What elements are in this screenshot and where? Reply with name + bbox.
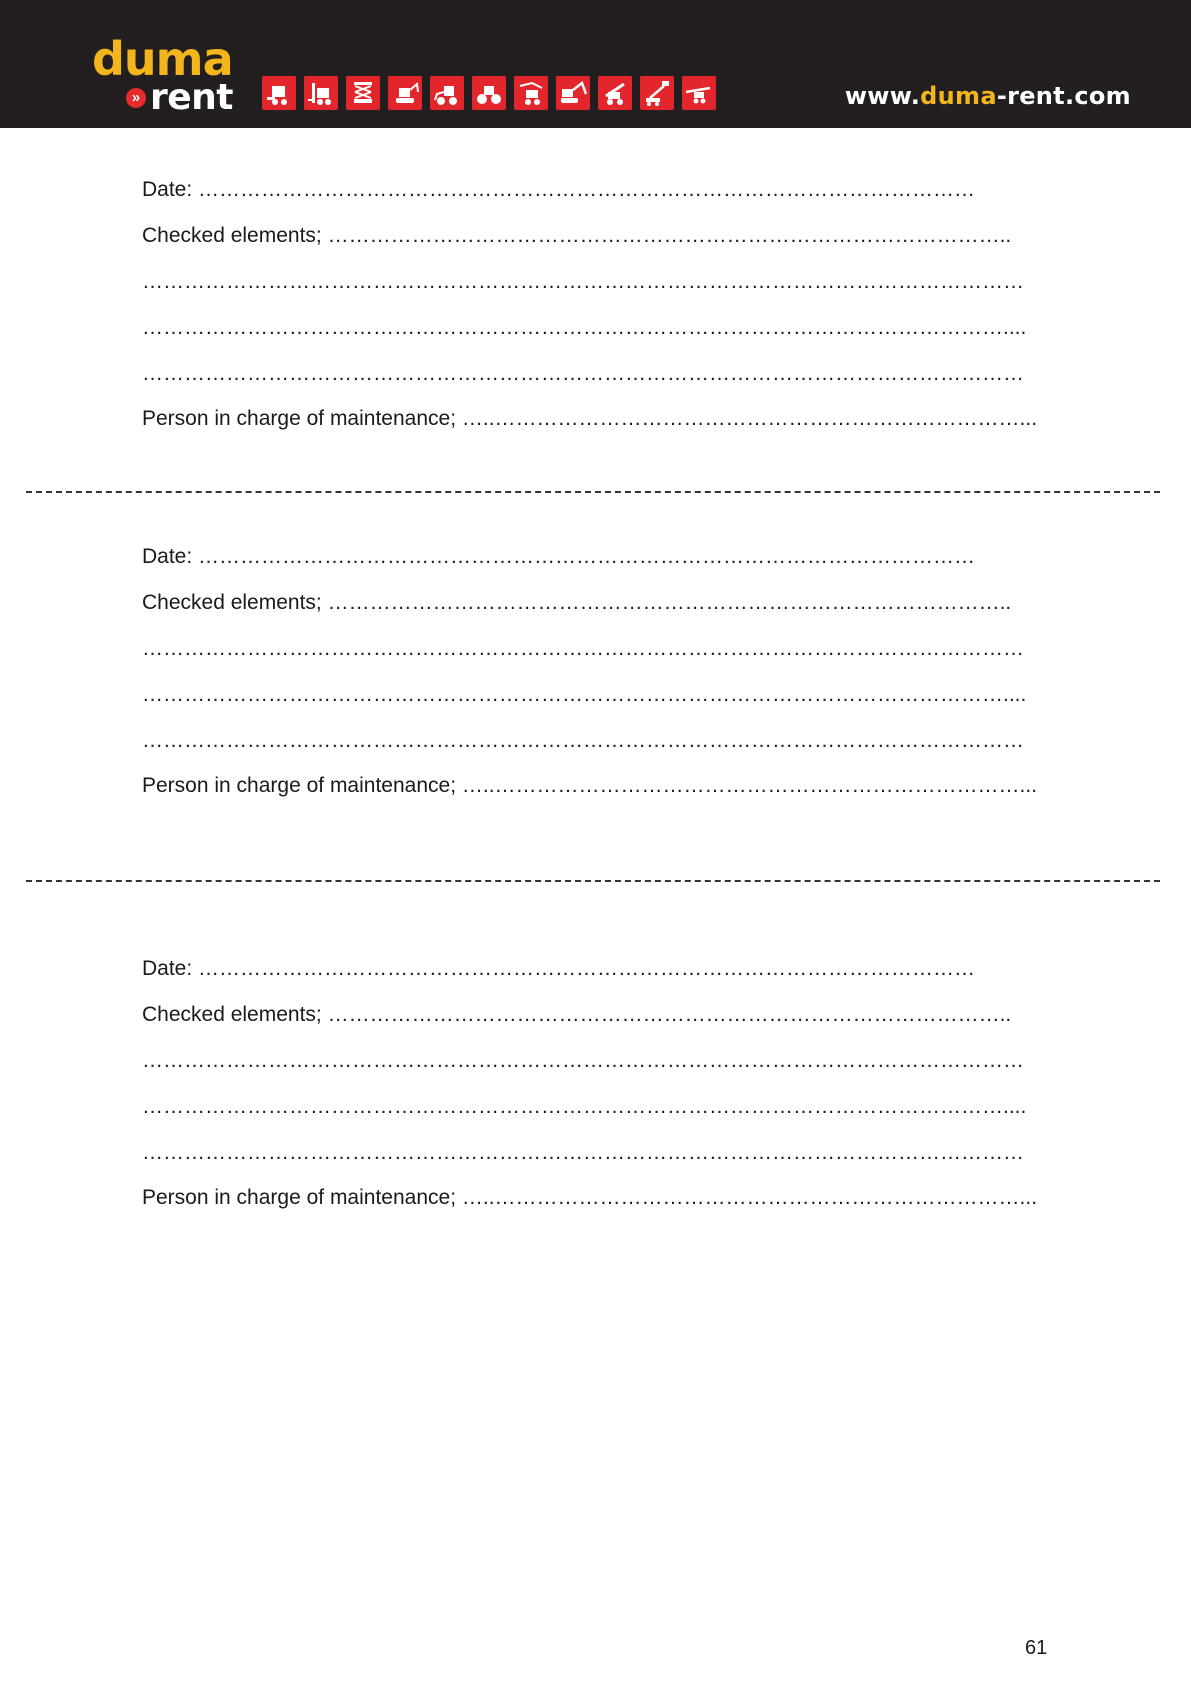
excavator-icon bbox=[556, 76, 590, 110]
checked-elements-field[interactable]: Checked elements; …………………………………………………………………………………….. bbox=[142, 224, 1012, 247]
page-header bbox=[0, 0, 1191, 128]
person-in-charge-field[interactable]: Person in charge of maintenance; …..…………………………………………………………………... bbox=[142, 774, 1038, 797]
logo-bullet-icon: » bbox=[126, 88, 146, 108]
checked-elements-line[interactable]: ……………………………………………………………………………………………………………… bbox=[142, 270, 1024, 293]
url-prefix: www. bbox=[844, 82, 921, 110]
cut-line-separator bbox=[26, 491, 1160, 493]
machine-icon-strip bbox=[262, 76, 724, 110]
boom-lift-icon bbox=[640, 76, 674, 110]
date-field[interactable]: Date: ………………………………………………………………………………………………… bbox=[142, 178, 976, 201]
website-url bbox=[845, 82, 1131, 110]
url-suffix: -rent.com bbox=[996, 82, 1131, 110]
url-accent: duma bbox=[920, 82, 997, 110]
checked-elements-line[interactable]: ……………………………………………………………………………………………………………… bbox=[142, 729, 1024, 752]
logo-rent-text: rent bbox=[150, 77, 234, 118]
telehandler-icon bbox=[598, 76, 632, 110]
page-number: 61 bbox=[1025, 1637, 1048, 1659]
logo-duma-text: duma bbox=[92, 32, 233, 86]
person-in-charge-field[interactable]: Person in charge of maintenance; …..…………………………………………………………………... bbox=[142, 1186, 1038, 1209]
checked-elements-field[interactable]: Checked elements; …………………………………………………………………………………….. bbox=[142, 591, 1012, 614]
aerial-platform-icon bbox=[682, 76, 716, 110]
checked-elements-line[interactable]: ……………………………………………………………………………………………………………… bbox=[142, 1049, 1024, 1072]
checked-elements-line[interactable]: …………………………………………………………………………………………………………….... bbox=[142, 316, 1027, 339]
mini-loader-icon bbox=[262, 76, 296, 110]
wheel-loader-icon bbox=[430, 76, 464, 110]
person-in-charge-field[interactable]: Person in charge of maintenance; …..…………………………………………………………………... bbox=[142, 407, 1038, 430]
checked-elements-line[interactable]: ……………………………………………………………………………………………………………… bbox=[142, 362, 1024, 385]
forklift-icon bbox=[304, 76, 338, 110]
scissor-lift-icon bbox=[346, 76, 380, 110]
checked-elements-line[interactable]: …………………………………………………………………………………………………………….... bbox=[142, 683, 1027, 706]
mini-excavator-icon bbox=[388, 76, 422, 110]
trencher-icon bbox=[514, 76, 548, 110]
date-field[interactable]: Date: ………………………………………………………………………………………………… bbox=[142, 545, 976, 568]
checked-elements-line[interactable]: ……………………………………………………………………………………………………………… bbox=[142, 1141, 1024, 1164]
checked-elements-field[interactable]: Checked elements; …………………………………………………………………………………….. bbox=[142, 1003, 1012, 1026]
checked-elements-line[interactable]: ……………………………………………………………………………………………………………… bbox=[142, 637, 1024, 660]
cut-line-separator bbox=[26, 880, 1160, 882]
checked-elements-line[interactable]: …………………………………………………………………………………………………………….... bbox=[142, 1095, 1027, 1118]
duma-rent-logo bbox=[92, 32, 242, 118]
date-field[interactable]: Date: ………………………………………………………………………………………………… bbox=[142, 957, 976, 980]
compactor-roller-icon bbox=[472, 76, 506, 110]
